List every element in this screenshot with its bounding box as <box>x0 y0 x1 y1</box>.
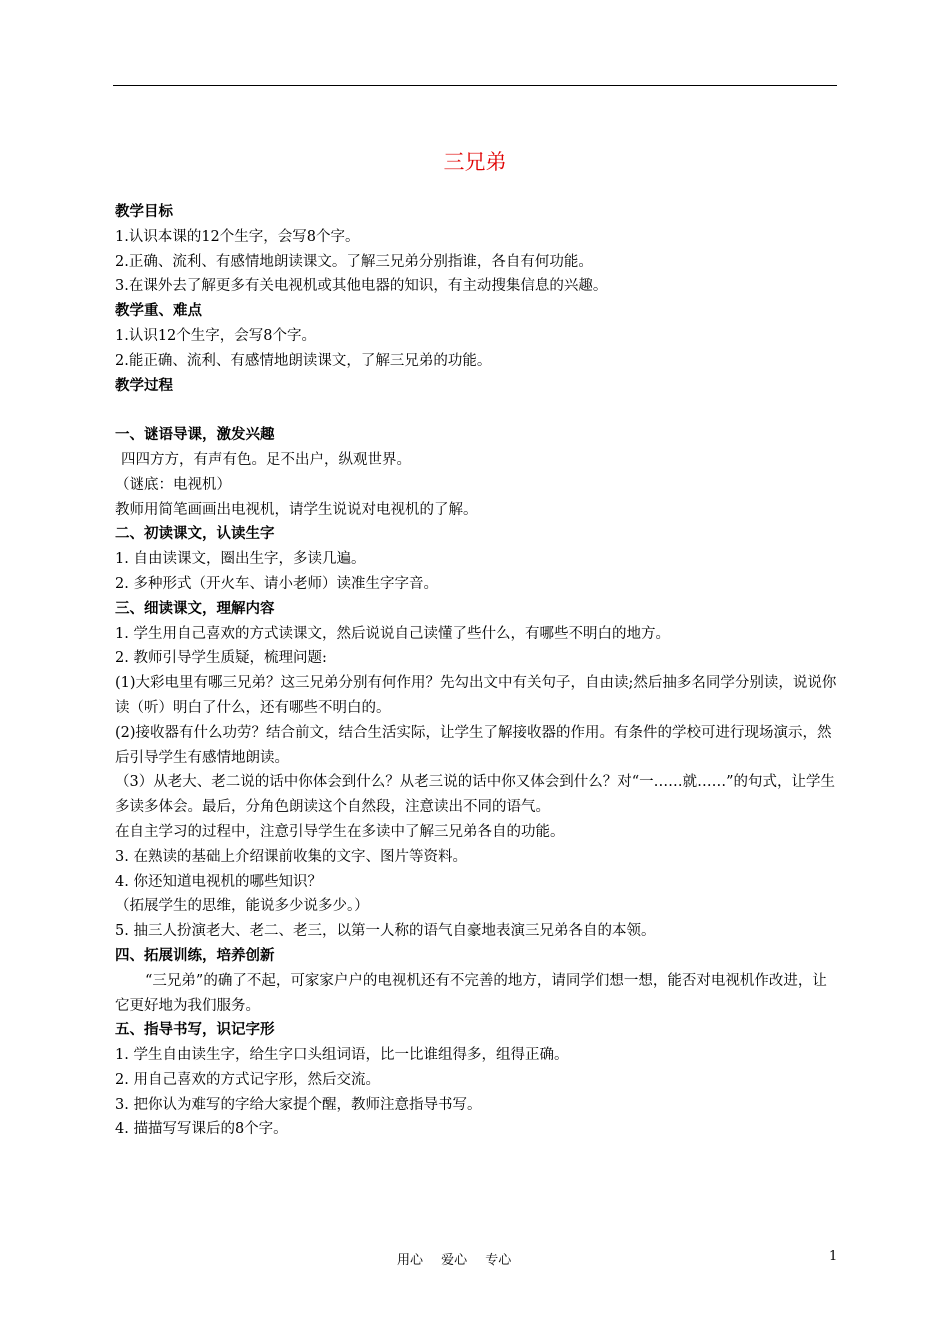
section-line: 2. 多种形式（开火车、请小老师）读准生字字音。 <box>115 575 438 592</box>
section-line: 在自主学习的过程中，注意引导学生在多读中了解三兄弟各自的功能。 <box>115 823 565 840</box>
section-paragraph: (2)接收器有什么功劳？结合前文，结合生活实际，让学生了解接收器的作用。有条件的学校可进行现场演示，然后引导学生有感情地朗读。 <box>115 724 832 766</box>
section-line: 2. 用自己喜欢的方式记字形，然后交流。 <box>115 1071 380 1088</box>
section-line: 1. 学生用自己喜欢的方式读课文，然后说说自己读懂了些什么，有哪些不明白的地方。 <box>115 625 670 642</box>
footer-text: 用心 爱心 专心 <box>397 1253 512 1268</box>
section-heading: 三、细读课文，理解内容 <box>115 600 275 617</box>
section-line: 3. 把你认为难写的字给大家提个醒，教师注意指导书写。 <box>115 1096 482 1113</box>
document-body <box>115 200 839 1142</box>
key-point-item: 2.能正确、流利、有感情地朗读课文，了解三兄弟的功能。 <box>115 352 492 369</box>
document-title: 三兄弟 <box>443 150 507 174</box>
goal-item: 1.认识本课的12个生字，会写8个字。 <box>115 228 360 245</box>
goal-item: 2.正确、流利、有感情地朗读课文。了解三兄弟分别指谁，各自有何功能。 <box>115 253 593 270</box>
header-rule <box>113 85 837 86</box>
section-line: 5. 抽三人扮演老大、老二、老三，以第一人称的语气自豪地表演三兄弟各自的本领。 <box>115 923 656 940</box>
section-line: 1. 学生自由读生字，给生字口头组词语，比一比谁组得多，组得正确。 <box>115 1047 569 1064</box>
riddle-line: 四四方方，有声有色。足不出户，纵观世界。 <box>121 451 411 468</box>
goals-heading: 教学目标 <box>115 204 173 220</box>
section-paragraph: （3）从老大、老二说的话中你体会到什么？从老三说的话中你又体会到什么？对“一……就……”的句式，让学生多读多体会。最后，分角色朗读这个自然段，注意读出不同的语气。 <box>115 774 836 816</box>
section-line: 4. 描描写写课后的8个字。 <box>115 1121 288 1138</box>
spacer <box>115 398 839 423</box>
section-line: （谜底：电视机） <box>115 476 231 493</box>
section-heading: 二、初读课文，认读生字 <box>115 526 275 543</box>
key-points-heading: 教学重、难点 <box>115 303 202 320</box>
section-line: （拓展学生的思维，能说多少说多少。） <box>115 898 369 915</box>
section-heading: 五、指导书写，识记字形 <box>115 1022 275 1039</box>
page-number: 1 <box>829 1249 838 1264</box>
key-point-item: 1.认识12个生字，会写8个字。 <box>115 327 317 344</box>
section-heading: 四、拓展训练，培养创新 <box>115 947 275 964</box>
section-line: 3. 在熟读的基础上介绍课前收集的文字、图片等资料。 <box>115 848 467 865</box>
goal-item: 3.在课外去了解更多有关电视机或其他电器的知识，有主动搜集信息的兴趣。 <box>115 278 608 295</box>
section-line: 教师用简笔画画出电视机，请学生说说对电视机的了解。 <box>115 501 478 518</box>
section-line: 2. 教师引导学生质疑，梳理问题: <box>115 650 327 667</box>
section-paragraph: (1)大彩电里有哪三兄弟？这三兄弟分别有何作用？先勾出文中有关句子，自由读;然后抽多名同学分别读，说说你读（听）明白了什么，还有哪些不明白的。 <box>115 675 837 716</box>
section-line: 4. 你还知道电视机的哪些知识？ <box>115 873 322 890</box>
section-line: 1. 自由读课文，圈出生字，多读几遍。 <box>115 551 366 568</box>
process-heading: 教学过程 <box>115 377 173 394</box>
section-paragraph: “三兄弟”的确了不起，可家家户户的电视机还有不完善的地方，请同学们想一想，能否对电视机作改进，让它更好地为我们服务。 <box>115 972 827 1014</box>
section-heading: 一、谜语导课，激发兴趣 <box>115 427 275 444</box>
